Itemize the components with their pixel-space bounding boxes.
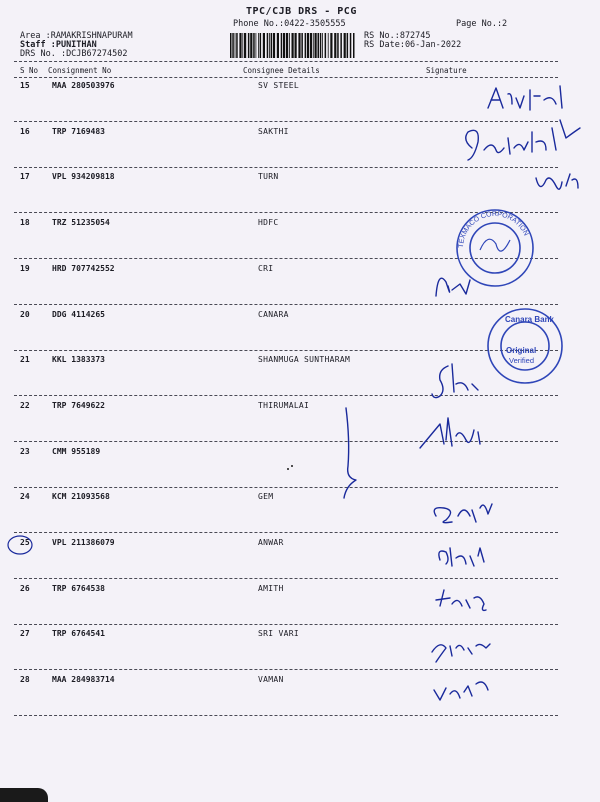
area-label: Area : — [20, 31, 51, 41]
row-divider — [14, 441, 558, 442]
row-sno: 21 — [20, 355, 30, 364]
row-divider — [14, 304, 558, 305]
signature-27 — [432, 644, 490, 662]
drs-value: DCJB67274502 — [66, 49, 128, 59]
row-divider — [14, 532, 558, 533]
row-consignee: HDFC — [258, 218, 279, 227]
header-divider — [14, 61, 558, 62]
row-sno: 18 — [20, 218, 30, 227]
bank-stamp-name: Canara Bank — [505, 315, 554, 324]
row-sno: 25 — [20, 538, 30, 547]
col-sno: S No — [20, 66, 39, 75]
row-sno: 26 — [20, 584, 30, 593]
row-divider — [14, 212, 558, 213]
row-divider — [14, 258, 558, 259]
company-stamp-text: TEXMACO CORPORATION — [457, 210, 530, 249]
signature-21 — [432, 364, 478, 398]
staff-value: PUNITHAN — [55, 40, 97, 50]
signature-25 — [439, 548, 484, 566]
signature-26 — [436, 590, 486, 610]
row-divider — [14, 167, 558, 168]
row-consignment: KKL 1383373 — [52, 355, 105, 364]
row-sno: 28 — [20, 675, 30, 684]
row-consignment: DDG 4114265 — [52, 310, 105, 319]
signature-15 — [488, 86, 562, 110]
row-consignee: THIRUMALAI — [258, 401, 310, 410]
rs-number: RS No.:872745 — [364, 31, 431, 41]
company-stamp — [457, 210, 533, 286]
row-consignee: AMITH — [258, 584, 284, 593]
rs-date: RS Date:06-Jan-2022 — [364, 40, 462, 50]
row-consignee: TURN — [258, 172, 279, 181]
col-consignee: Consignee Details — [243, 66, 320, 75]
bracket-line — [344, 408, 356, 498]
row-consignee: ANWAR — [258, 538, 284, 547]
row-consignment: HRD 707742552 — [52, 264, 115, 273]
col-consignment: Consignment No — [48, 66, 112, 75]
row-divider — [14, 487, 558, 488]
row-sno: 15 — [20, 81, 30, 90]
row-divider — [14, 669, 558, 670]
phone-number: Phone No.:0422-3505555 — [233, 19, 346, 29]
col-signature: Signature — [426, 66, 467, 75]
row-consignment: VPL 211386079 — [52, 538, 115, 547]
bank-stamp — [488, 309, 562, 383]
row-consignment: TRP 6764541 — [52, 629, 105, 638]
row-sno: 22 — [20, 401, 30, 410]
ink-marks — [287, 465, 293, 470]
row-sno: 27 — [20, 629, 30, 638]
bank-stamp-original: Original — [506, 346, 537, 355]
row-consignee: SAKTHI — [258, 127, 289, 136]
row-consignment: TRP 7169483 — [52, 127, 105, 136]
drs-line — [20, 49, 127, 59]
row-divider — [14, 121, 558, 122]
row-divider — [14, 395, 558, 396]
signature-16 — [466, 120, 580, 160]
area-value: RAMAKRISHNAPURAM — [50, 31, 133, 41]
row-consignment: TRZ 51235054 — [52, 218, 110, 227]
row-consignee: SV STEEL — [258, 81, 299, 90]
row-consignment: MAA 284983714 — [52, 675, 115, 684]
bank-stamp-verified: Verified — [509, 356, 535, 365]
signature-22 — [420, 418, 480, 448]
column-divider — [14, 77, 558, 78]
signature-28 — [434, 682, 488, 700]
row-sno: 24 — [20, 492, 30, 501]
row-consignee: SRI VARI — [258, 629, 299, 638]
row-sno: 17 — [20, 172, 30, 181]
signature-17 — [536, 174, 578, 189]
row-consignee: GEM — [258, 492, 274, 501]
signature-24 — [434, 504, 492, 523]
row-consignment: TRP 6764538 — [52, 584, 105, 593]
staff-label: Staff : — [20, 40, 56, 50]
row-divider — [14, 624, 558, 625]
row-consignment: VPL 934209818 — [52, 172, 115, 181]
row-divider — [14, 578, 558, 579]
row-consignment: MAA 280503976 — [52, 81, 115, 90]
signature-19 — [436, 278, 470, 296]
row-consignee: VAMAN — [258, 675, 284, 684]
row-sno: 23 — [20, 447, 30, 456]
row-sno: 19 — [20, 264, 30, 273]
row-divider — [14, 715, 558, 716]
row-consignee: CANARA — [258, 310, 289, 319]
row-consignment: KCM 21093568 — [52, 492, 110, 501]
row-consignee: SHANMUGA SUNTHARAM — [258, 355, 351, 364]
row-consignee: CRI — [258, 264, 274, 273]
report-title: TPC/CJB DRS - PCG — [246, 6, 357, 17]
page-number: Page No.:2 — [456, 19, 508, 29]
row-sno: 20 — [20, 310, 30, 319]
row-consignment: TRP 7649622 — [52, 401, 105, 410]
row-sno: 16 — [20, 127, 30, 136]
barcode — [230, 33, 357, 58]
drs-label: DRS No. : — [20, 49, 67, 59]
row-divider — [14, 350, 558, 351]
row-consignment: CMM 955189 — [52, 447, 101, 456]
